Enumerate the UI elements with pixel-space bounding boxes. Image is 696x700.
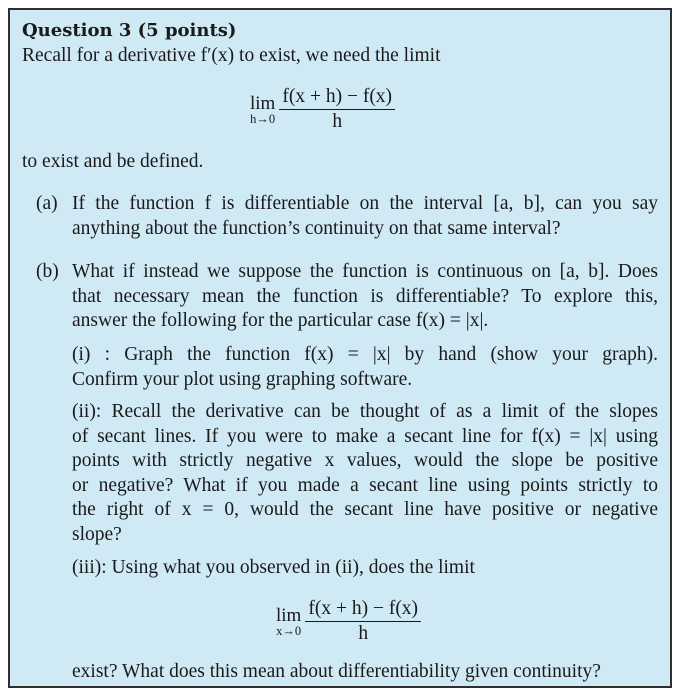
numerator-2: f(x + h) − f(x): [305, 598, 421, 622]
part-b-line: answer the following for the particular case f(x) = |x|.: [72, 310, 489, 331]
denominator-1: h: [332, 111, 343, 132]
question-panel: [8, 8, 672, 688]
part-b-ii-line: the right of x = 0, would the secant line have positive or negative: [72, 499, 658, 520]
part-b-line: What if instead we suppose the function is continuous on [a, b]. Does: [72, 261, 658, 282]
part-b-iii-intro: (iii): Using what you observed in (ii), does the limit: [72, 557, 475, 578]
part-b-i-line: Confirm your plot using graphing software.: [72, 368, 413, 390]
limit-operator-1: lim h→0: [250, 92, 276, 126]
denominator-2: h: [358, 623, 369, 644]
question-title: Question 3 (5 points): [22, 20, 237, 41]
part-b-text: [72, 260, 658, 334]
part-a-label: (a): [36, 193, 58, 214]
part-a-line: anything about the function’s continuity on that same interval?: [72, 217, 561, 239]
part-a-text: [72, 192, 658, 241]
part-b-i-text: [72, 343, 658, 392]
intro-text: Recall for a derivative f′(x) to exist, we need the limit: [22, 45, 441, 66]
part-b-ii-line: (ii): Recall the derivative can be thought of as a limit of the slopes: [72, 401, 658, 422]
part-b-i-line: (i) : Graph the function f(x) = |x| by hand (show your graph).: [72, 344, 658, 365]
part-b-ii-text: [72, 400, 658, 547]
limit-expression-1: [250, 86, 395, 133]
part-b-ii-line: or negative? What if you made a secant line using points strictly to: [72, 474, 658, 496]
after-limit-text: to exist and be defined.: [22, 151, 204, 172]
part-b-ii-line: of secant lines. If you were to make a secant line for f(x) = |x| using: [72, 425, 658, 447]
part-b-iii-closing: exist? What does this mean about differentiability given continuity?: [72, 661, 601, 682]
difference-quotient-1: [279, 86, 395, 133]
limit-operator-2: lim x→0: [276, 604, 302, 638]
part-b-label: (b): [36, 261, 59, 282]
difference-quotient-2: [305, 598, 421, 645]
part-a-line: If the function f is differentiable on the interval [a, b], can you say: [72, 193, 658, 214]
numerator-1: f(x + h) − f(x): [279, 86, 395, 110]
part-b-line: that necessary mean the function is differentiable? To explore this,: [72, 285, 658, 307]
part-b-ii-line: points with strictly negative x values, would the slope be positive: [72, 450, 658, 471]
part-b-ii-line: slope?: [72, 523, 122, 545]
limit-expression-2: [276, 598, 421, 645]
